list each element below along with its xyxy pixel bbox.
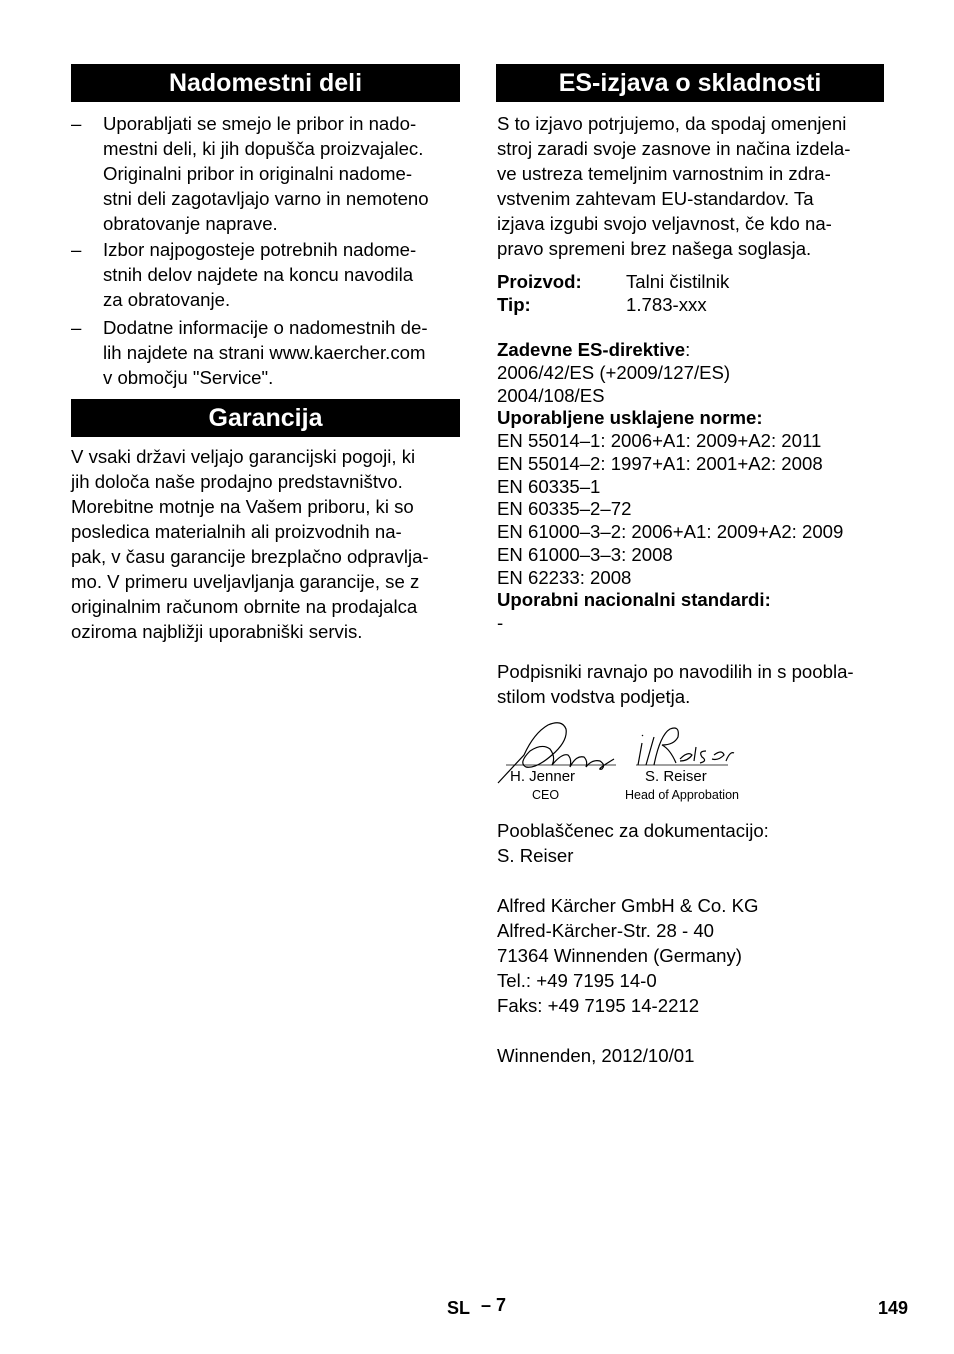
bullet-item [71, 315, 463, 390]
declaration-heading: ES-izjava o skladnosti [496, 64, 884, 102]
address-block: Alfred Kärcher GmbH & Co. KG Alfred-Kärcher-Str. 28 - 40 71364 Winnenden (Germany) Tel.: +49 7195 14-0 Faks: +49 7195 14-2212 [497, 895, 759, 1016]
bullet-line: za obratovanje. [103, 289, 231, 310]
directives-label: Zadevne ES-direktive: [497, 339, 691, 360]
warranty-text: V vsaki državi veljajo garancijski pogoji, ki jih določa naše prodajno predstavništvo. Morebitne motnje na Vašem priboru, ki so posledica materialnih ali proizvodnih na- pak, v času garancije brezplačno odpravlja- mo. V primeru uveljavljanja garancije, se z originalnim računom obrnite na prodajalca oziroma najbližji uporabniški servis. [71, 446, 429, 642]
spare-parts-heading: Nadomestni deli [71, 64, 460, 102]
bullet-line: Originalni pribor in originalni nadome- [103, 163, 413, 184]
bullet-dash: – [71, 239, 82, 260]
norm-item: EN 62233: 2008 [497, 567, 632, 588]
bullet-dash: – [71, 113, 82, 134]
signer-1-name: H. Jenner [510, 768, 576, 785]
directive-item: 2004/108/ES [497, 385, 605, 406]
norms-label: Uporabljene usklajene norme: [497, 407, 763, 428]
product-value: Talni čistilnik [626, 271, 730, 292]
national-label: Uporabni nacionalni standardi: [497, 589, 771, 610]
bullet-line: Dodatne informacije o nadomestnih de- [103, 317, 428, 338]
declaration-intro: S to izjavo potrjujemo, da spodaj omenjeni stroj zaradi svoje zasnove in načina izdela- ve ustreza temeljnim varnostnim in zdra- vstvenim zahtevam EU-standardov. Ta izjava izgubi svojo veljavnost, če kdo na- pravo spremeni brez našega soglasja. [497, 113, 851, 259]
type-value: 1.783-xxx [626, 294, 707, 315]
signatories-text: Podpisniki ravnajo po navodilih in s poobla- stilom vodstva podjetja. [497, 661, 854, 707]
bullet-item [71, 237, 463, 312]
type-label: Tip: [497, 294, 531, 315]
warranty-heading: Garancija [71, 399, 460, 437]
norm-item: EN 61000–3–2: 2006+A1: 2009+A2: 2009 [497, 521, 844, 542]
bullet-item [71, 111, 463, 236]
type-row [497, 293, 707, 316]
bullet-dash: – [71, 317, 82, 338]
bullet-line: v območju "Service". [103, 367, 274, 388]
national-value: - [497, 612, 504, 633]
documentation-block: Pooblaščenec za dokumentacijo: S. Reiser [497, 820, 769, 866]
norm-item: EN 60335–2–72 [497, 498, 632, 519]
footer-local-page: – 7 [481, 1295, 507, 1315]
bullet-line: mestni deli, ki jih dopušča proizvajalec. [103, 138, 424, 159]
norm-item: EN 61000–3–3: 2008 [497, 544, 673, 565]
bullet-line: Uporabljati se smejo le pribor in nado- [103, 113, 417, 134]
date-line: Winnenden, 2012/10/01 [497, 1045, 695, 1066]
product-label: Proizvod: [497, 271, 582, 292]
bullet-line: stni deli zagotavljajo varno in nemoteno [103, 188, 429, 209]
signer-1-role: CEO [532, 788, 560, 802]
bullet-line: Izbor najpogosteje potrebnih nadome- [103, 239, 417, 260]
signer-2-name: S. Reiser [645, 768, 707, 785]
norm-item: EN 55014–1: 2006+A1: 2009+A2: 2011 [497, 430, 822, 451]
norm-item: EN 60335–1 [497, 476, 601, 497]
page-number: 149 [878, 1298, 909, 1318]
bullet-line: lih najdete na strani www.kaercher.com [103, 342, 426, 363]
bullet-line: obratovanje naprave. [103, 213, 278, 234]
bullet-line: stnih delov najdete na koncu navodila [103, 264, 414, 285]
signer-2-role: Head of Approbation [625, 788, 739, 802]
product-row [497, 270, 729, 293]
directive-item: 2006/42/ES (+2009/127/ES) [497, 362, 731, 383]
norm-item: EN 55014–2: 1997+A1: 2001+A2: 2008 [497, 453, 823, 474]
footer-language: SL [447, 1298, 471, 1318]
